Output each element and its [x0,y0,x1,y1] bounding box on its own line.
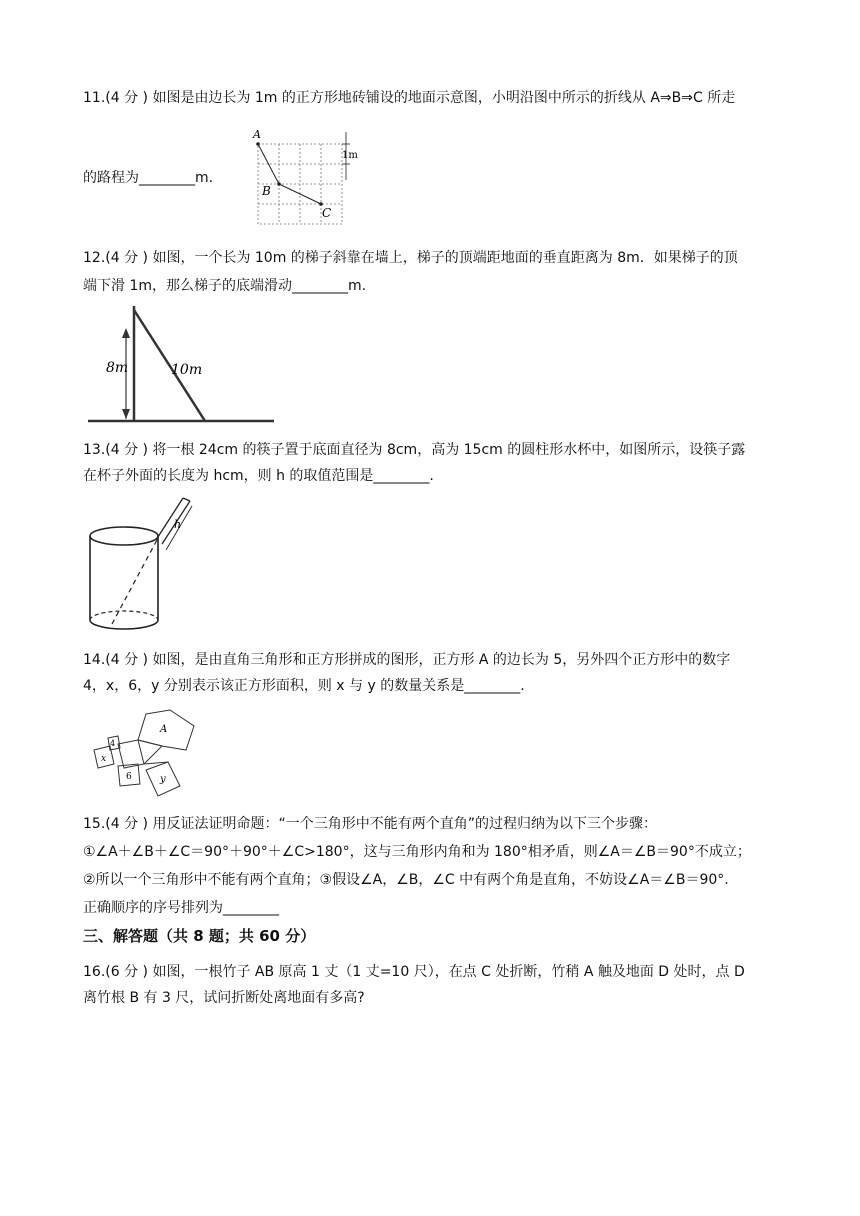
q14-label-a: A [160,724,168,735]
q14-label-y: y [160,774,166,785]
q13-h-label: h [174,518,182,531]
q16-text-line2: 离竹根 B 有 3 尺，试问折断处离地面有多高? [83,990,365,1006]
q13-text-line1: 13.(4 分 ) 将一根 24cm 的筷子置于底面直径为 8cm，高为 15cm 的圆柱形水杯中，如图所示，设筷子露 [83,442,746,458]
q11-grid-figure [246,128,362,232]
q12-text-line2: 端下滑 1m，那么梯子的底端滑动________m. [83,278,367,294]
q12-ladder-figure [88,304,278,424]
q15-text-line4: 正确顺序的序号排列为________ [83,900,279,916]
q11-label-a: A [253,128,261,141]
q11-text-line2: 的路程为________m. [83,170,214,186]
q13-text-line2: 在杯子外面的长度为 hcm，则 h 的取值范围是________. [83,468,434,484]
q11-unit-label: 1m [342,150,358,161]
q15-text-line3: ②所以一个三角形中不能有两个直角；③假设∠A，∠B，∠C 中有两个角是直角，不妨设∠A＝∠B＝90°. [83,872,729,888]
q14-label-4: 4 [110,739,116,748]
q15-text-line2: ①∠A＋∠B＋∠C＝90°＋90°＋∠C>180°，这与三角形内角和为 180°相矛盾，则∠A＝∠B＝90°不成立； [83,844,751,860]
q12-height-label: 8m [106,360,129,376]
q12-ladder-label: 10m [171,362,203,378]
q16-text-line1: 16.(6 分 ) 如图，一根竹子 AB 原高 1 丈（1 丈=10 尺），在点 C 处折断，竹稍 A 触及地面 D 处时，点 D [83,964,745,980]
q14-text-line1: 14.(4 分 ) 如图，是由直角三角形和正方形拼成的图形，正方形 A 的边长为 5，另外四个正方形中的数字 [83,652,731,668]
q11-text-line1: 11.(4 分 ) 如图是由边长为 1m 的正方形地砖铺设的地面示意图，小明沿图中所示的折线从 A⇒B⇒C 所走 [83,90,736,106]
q15-text-line1: 15.(4 分 ) 用反证法证明命题：“一个三角形中不能有两个直角”的过程归纳为以下三个步骤： [83,816,657,832]
q14-label-x: x [101,754,107,764]
q14-label-6: 6 [126,772,132,782]
q11-label-b: B [262,184,271,198]
q14-squares-figure [88,706,228,802]
section3-heading: 三、解答题（共 8 题；共 60 分） [83,927,316,945]
q13-cup-figure [86,494,216,638]
q14-text-line2: 4，x，6，y 分别表示该正方形面积，则 x 与 y 的数量关系是________. [83,678,525,694]
q12-text-line1: 12.(4 分 ) 如图，一个长为 10m 的梯子斜靠在墙上，梯子的顶端距地面的垂直距离为 8m．如果梯子的顶 [83,250,738,266]
q11-label-c: C [322,206,332,220]
